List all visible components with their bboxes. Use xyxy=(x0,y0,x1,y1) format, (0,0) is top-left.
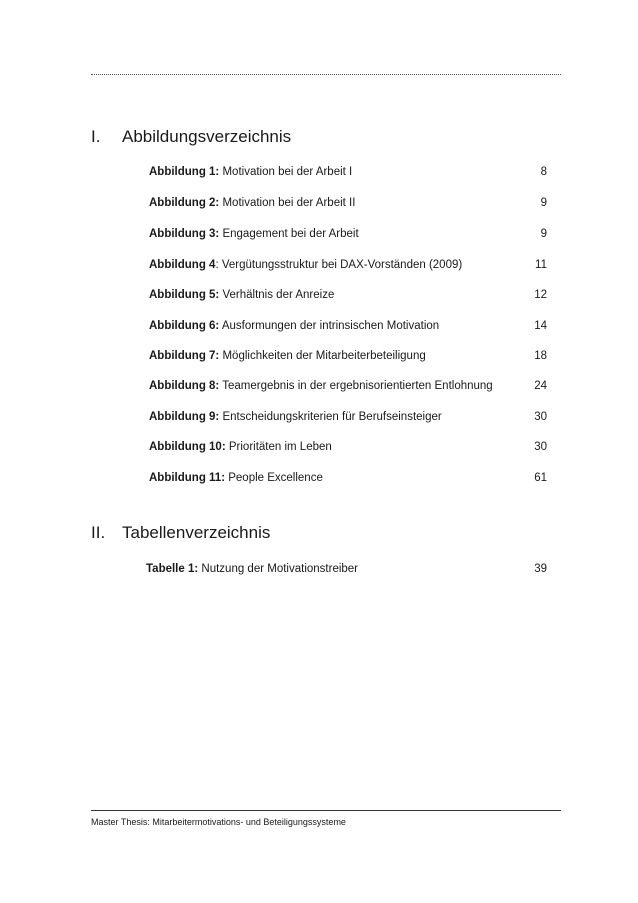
entry-title: Vergütungsstruktur bei DAX-Vorständen (2009) xyxy=(221,259,463,271)
entry-label: Abbildung 1: xyxy=(149,166,220,178)
entry-title: People Excellence xyxy=(228,472,323,484)
toc-entry[interactable] xyxy=(149,439,547,455)
entry-label: Abbildung 10: xyxy=(149,441,226,453)
entry-label: Tabelle 1: xyxy=(146,563,199,575)
entry-title: Teamergebnis in der ergebnisorientierten Entlohnung xyxy=(222,380,493,392)
section-heading-tables xyxy=(91,523,270,543)
footer-rule xyxy=(91,810,561,811)
entry-title: Entscheidungskriterien für Berufseinsteiger xyxy=(222,411,442,423)
entry-page: 12 xyxy=(534,289,547,301)
entry-label: Abbildung 2: xyxy=(149,197,220,209)
entry-label: Abbildung 6: xyxy=(149,320,220,332)
entry-title: Engagement bei der Arbeit xyxy=(222,228,359,240)
section-title: Tabellenverzeichnis xyxy=(122,523,271,542)
section-heading-figures xyxy=(91,127,291,147)
entry-title: Prioritäten im Leben xyxy=(228,441,332,453)
entry-title: Motivation bei der Arbeit II xyxy=(222,197,356,209)
entry-title: Nutzung der Motivationstreiber xyxy=(201,563,359,575)
toc-entry[interactable] xyxy=(149,318,547,334)
entry-label: Abbildung 7: xyxy=(149,350,220,362)
entry-title: Verhältnis der Anreize xyxy=(222,289,335,301)
entry-page: 9 xyxy=(540,228,547,240)
entry-label: Abbildung 9: xyxy=(149,411,220,423)
toc-entry[interactable] xyxy=(149,195,547,211)
entry-page: 18 xyxy=(534,350,547,362)
entry-page: 11 xyxy=(535,259,547,271)
entry-page: 30 xyxy=(534,411,547,423)
entry-label: Abbildung 11: xyxy=(149,472,226,484)
entry-title: Ausformungen der intrinsischen Motivation xyxy=(221,320,440,332)
entry-page: 61 xyxy=(534,472,547,484)
toc-entry[interactable] xyxy=(149,409,547,425)
entry-title: Motivation bei der Arbeit I xyxy=(222,166,353,178)
entry-title: Möglichkeiten der Mitarbeiterbeteiligung xyxy=(222,350,426,362)
entry-page: 8 xyxy=(540,166,547,178)
section-number: II. xyxy=(91,523,106,542)
entry-page: 30 xyxy=(534,441,547,453)
entry-label: Abbildung 8: xyxy=(149,380,220,392)
entry-page: 39 xyxy=(534,563,547,575)
toc-entry[interactable] xyxy=(149,378,547,394)
header-dotted-rule xyxy=(91,74,561,75)
entry-label: Abbildung 4 xyxy=(149,259,216,271)
entry-page: 24 xyxy=(534,380,547,392)
toc-entry[interactable] xyxy=(149,470,547,486)
section-title: Abbildungsverzeichnis xyxy=(122,127,292,146)
page-footer: Master Thesis: Mitarbeitermotivations- und Beteiligungssysteme xyxy=(91,817,346,827)
entry-page: 14 xyxy=(534,320,547,332)
section-number: I. xyxy=(91,127,101,146)
entry-label: Abbildung 3: xyxy=(149,228,220,240)
toc-entry[interactable] xyxy=(149,287,547,303)
entry-page: 9 xyxy=(540,197,547,209)
toc-entry[interactable] xyxy=(149,226,547,242)
toc-entry[interactable] xyxy=(146,561,547,577)
entry-separator: : xyxy=(215,259,219,271)
toc-entry[interactable] xyxy=(149,348,547,364)
toc-entry[interactable] xyxy=(149,164,547,180)
entry-label: Abbildung 5: xyxy=(149,289,220,301)
toc-entry[interactable] xyxy=(149,257,547,273)
